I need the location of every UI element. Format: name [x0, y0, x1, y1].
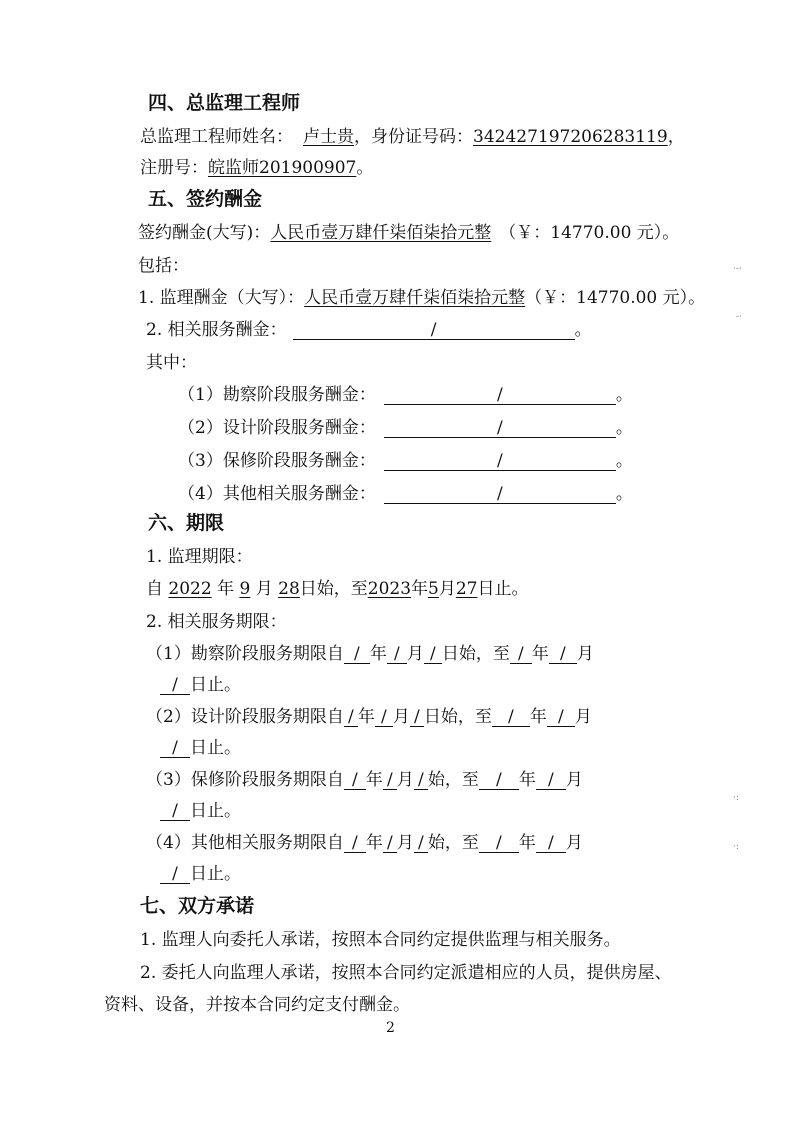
id-number: 342427197206283119 — [473, 127, 668, 147]
include-label: 包括： — [138, 256, 189, 276]
scan-artifact: ·-· — [733, 264, 742, 274]
service-period-3-end — [160, 800, 241, 822]
blank: / — [387, 645, 407, 664]
service-period-4 — [146, 832, 583, 854]
month-unit: 月 — [392, 707, 410, 727]
blank: / — [344, 708, 358, 727]
blank: / — [375, 708, 393, 727]
fee-item-1 — [138, 287, 705, 309]
sub-fee-label: （1）勘察阶段服务酬金： — [178, 385, 376, 405]
end-label: 日止。 — [190, 864, 241, 884]
engineer-name: 卢士贵 — [303, 127, 354, 147]
blank: / — [414, 771, 428, 790]
reg-label: 注册号： — [140, 158, 208, 178]
scan-artifact: -· — [736, 312, 742, 322]
month-unit: 月 — [406, 644, 424, 664]
end-label: 日止。 — [190, 675, 241, 695]
month-unit: 月 — [255, 579, 273, 599]
blank: / — [424, 645, 442, 664]
start-label: 日始，至 — [299, 579, 368, 599]
chief-engineer-line — [140, 126, 685, 148]
blank: / — [414, 834, 428, 853]
among-label: 其中： — [146, 353, 197, 373]
blank: / — [479, 834, 519, 853]
blank: / — [492, 708, 530, 727]
period-label: （4）其他相关服务期限自 — [146, 833, 344, 853]
start-label: 始，至 — [427, 833, 479, 853]
year-unit: 年 — [365, 833, 383, 853]
period-label: （3）保修阶段服务期限自 — [146, 770, 344, 790]
start-day: 28 — [278, 579, 300, 599]
registration-line — [140, 157, 373, 179]
period: 。 — [574, 320, 592, 340]
start-label: 日始，至 — [441, 644, 510, 664]
sub-fee-3 — [178, 450, 633, 472]
year-unit: 年 — [365, 770, 383, 790]
blank: / — [160, 802, 190, 821]
service-period-4-end — [160, 863, 241, 885]
item2-label: 2. 相关服务酬金： — [146, 320, 287, 340]
reg-number: 皖监师201900907 — [208, 158, 357, 178]
year-unit: 年 — [518, 770, 536, 790]
scan-artifact: ·: — [733, 842, 739, 852]
scan-artifact: ·: — [733, 793, 739, 803]
item1-amount: （￥：14770.00 元）。 — [525, 288, 706, 308]
blank: / — [536, 834, 566, 853]
item1-label: 1. 监理酬金（大写）： — [138, 288, 305, 308]
item2-value: / — [293, 321, 575, 340]
year-unit: 年 — [531, 644, 549, 664]
term-item-1: 1. 监理期限： — [146, 547, 253, 567]
year-unit: 年 — [369, 644, 387, 664]
month-unit: 月 — [576, 644, 594, 664]
blank: / — [479, 771, 519, 790]
end-day: 27 — [455, 579, 478, 599]
fee-label: 签约酬金(大写)： — [138, 223, 271, 243]
sub-fee-value: / — [384, 485, 616, 504]
sub-fee-value: / — [384, 419, 616, 438]
end-label: 日止。 — [190, 738, 241, 758]
contract-fee-line — [138, 222, 679, 244]
blank: / — [383, 771, 397, 790]
end-month: 5 — [428, 579, 439, 599]
section-6-heading: 六、期限 — [148, 512, 225, 534]
sub-fee-4 — [178, 483, 633, 505]
commitment-1: 1. 监理人向委托人承诺，按照本合同约定提供监理与相关服务。 — [140, 930, 621, 950]
start-label: 日始，至 — [423, 707, 492, 727]
fee-amount: （￥：14770.00 元）。 — [499, 223, 680, 243]
end-year: 2023 — [367, 579, 412, 599]
section-5-heading: 五、签约酬金 — [148, 188, 263, 210]
fee-item-2 — [146, 319, 592, 341]
sub-fee-label: （2）设计阶段服务酬金： — [178, 418, 376, 438]
year-unit: 年 — [529, 707, 547, 727]
period-label: （2）设计阶段服务期限自 — [146, 707, 344, 727]
blank: / — [410, 708, 424, 727]
period: 。 — [615, 484, 633, 504]
sub-fee-value: / — [384, 386, 616, 405]
sub-fee-label: （4）其他相关服务酬金： — [178, 484, 376, 504]
blank: / — [160, 739, 190, 758]
fee-words: 人民币壹万肆仟柒佰柒拾元整 — [270, 223, 492, 243]
sub-fee-label: （3）保修阶段服务酬金： — [178, 451, 376, 471]
start-year: 2022 — [168, 579, 212, 599]
sub-fee-2 — [178, 417, 633, 439]
commitment-2: 2. 委托人向监理人承诺，按照本合同约定派遣相应的人员，提供房屋、 — [140, 963, 672, 983]
blank: / — [344, 834, 366, 853]
month-unit: 月 — [438, 579, 456, 599]
blank: / — [160, 676, 190, 695]
blank: / — [344, 771, 366, 790]
period-label: （1）勘察阶段服务期限自 — [146, 644, 344, 664]
month-unit: 月 — [565, 770, 583, 790]
blank: / — [160, 865, 190, 884]
period: 。 — [356, 158, 374, 178]
service-period-2-end — [160, 737, 241, 759]
year-unit: 年 — [518, 833, 536, 853]
end-label: 日止。 — [190, 801, 241, 821]
period: 。 — [615, 418, 633, 438]
start-month: 9 — [239, 579, 251, 599]
year-unit: 年 — [411, 579, 429, 599]
term-item-2: 2. 相关服务期限： — [146, 612, 287, 632]
month-unit: 月 — [565, 833, 583, 853]
from-label: 自 — [146, 579, 163, 599]
blank: / — [383, 834, 397, 853]
period: 。 — [615, 451, 633, 471]
start-label: 始，至 — [427, 770, 479, 790]
month-unit: 月 — [574, 707, 592, 727]
section-7-heading: 七、双方承诺 — [140, 895, 255, 917]
end-label: 日止。 — [477, 579, 529, 599]
blank: / — [547, 708, 575, 727]
supervision-period — [146, 578, 529, 600]
year-unit: 年 — [217, 579, 235, 599]
comma: ， — [667, 127, 685, 147]
service-period-3 — [146, 769, 583, 791]
id-label: ，身份证号码： — [354, 127, 473, 147]
section-4-heading: 四、总监理工程师 — [148, 92, 301, 114]
blank: / — [510, 645, 532, 664]
year-unit: 年 — [357, 707, 375, 727]
sub-fee-value: / — [384, 452, 616, 471]
sub-fee-1 — [178, 384, 633, 406]
name-label: 总监理工程师姓名： — [140, 127, 293, 147]
month-unit: 月 — [396, 770, 414, 790]
page-number: 2 — [386, 1020, 395, 1036]
item1-words: 人民币壹万肆仟柒佰柒拾元整 — [304, 288, 526, 308]
commitment-2-cont: 资料、设备，并按本合同约定支付酬金。 — [104, 995, 410, 1015]
blank: / — [344, 645, 370, 664]
blank: / — [536, 771, 566, 790]
month-unit: 月 — [396, 833, 414, 853]
blank: / — [549, 645, 577, 664]
service-period-2 — [146, 706, 592, 728]
service-period-1 — [146, 643, 594, 665]
period: 。 — [615, 385, 633, 405]
service-period-1-end — [160, 674, 241, 696]
